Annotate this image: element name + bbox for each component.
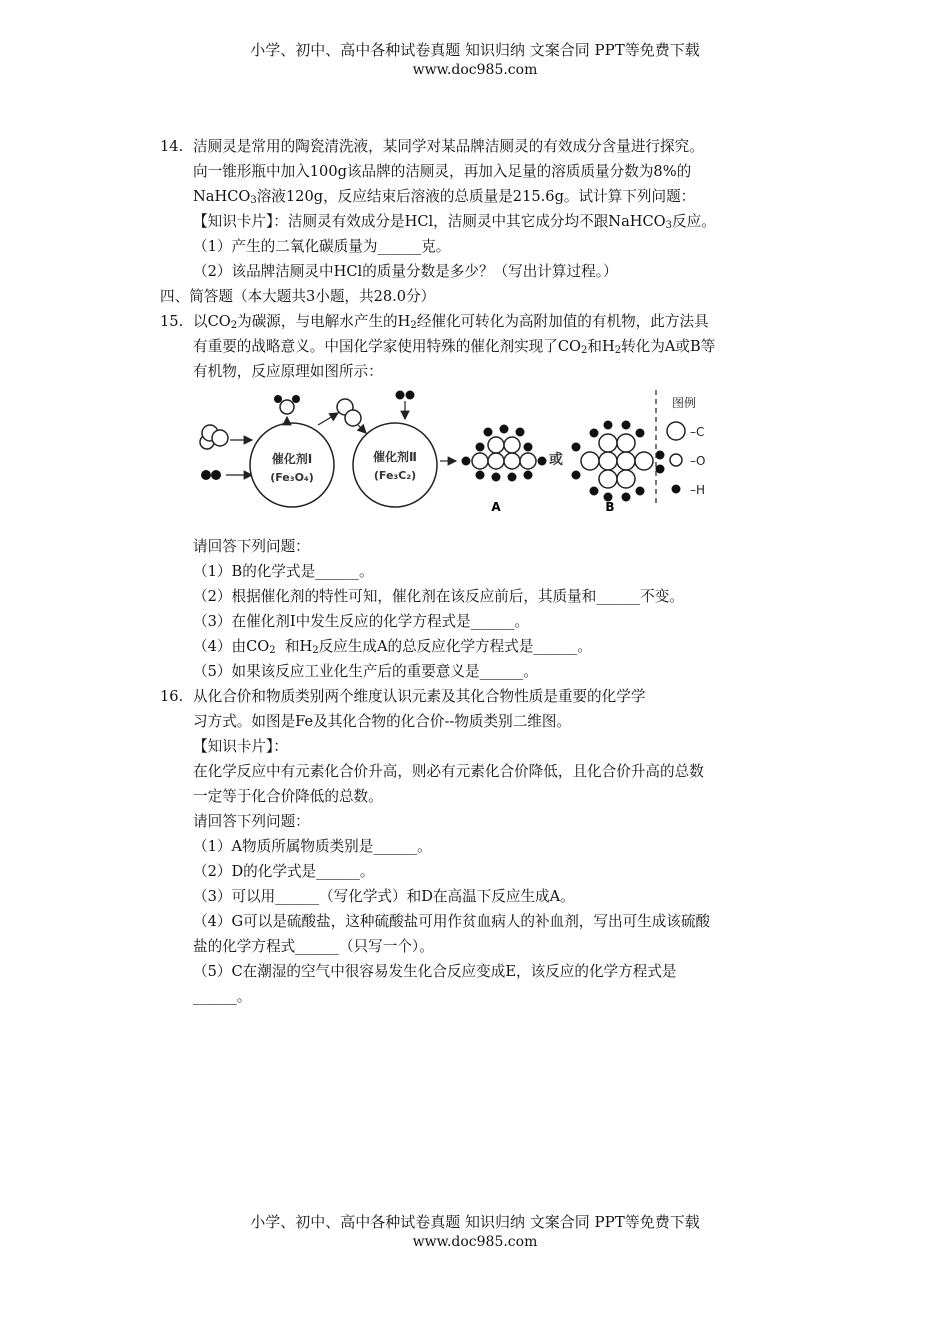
section-4-heading: 四、简答题（本大题共3小题，共28.0分）: [160, 288, 436, 305]
h2-molecule: [201, 470, 221, 480]
q16-number: 16.: [160, 688, 184, 705]
q16-sub-3: （3）可以用______（写化学式）和D在高温下反应生成A。: [193, 888, 575, 905]
q15-intro: 请回答下列问题：: [193, 538, 310, 555]
q16-sub-5-line-2: ______。: [193, 988, 252, 1005]
q14-line-2: 向一锥形瓶中加入100g该品牌的洁厕灵，再加入足量的溶质质量分数为8%的: [193, 163, 692, 180]
catalyst-1-name: 催化剂Ⅰ: [271, 452, 313, 466]
q16-sub-1: （1）A物质所属物质类别是______。: [193, 838, 432, 855]
q15-line-3: 有机物，反应原理如图所示：: [193, 363, 383, 380]
q16-sub-4-line-1: （4）G可以是硫酸盐，这种硫酸盐可用作贫血病人的补血剂，写出可生成该硫酸: [193, 913, 711, 930]
q14-number: 14.: [160, 138, 184, 155]
q16-sub-5-line-1: （5）C在潮湿的空气中很容易发生化合反应变成E，该反应的化学方程式是: [193, 963, 677, 980]
q15-sub-1: （1）B的化学式是______。: [193, 563, 374, 580]
q15-number: 15.: [160, 313, 184, 330]
q16-sub-2: （2）D的化学式是______。: [193, 863, 375, 880]
legend-carbon-label: –C: [690, 425, 705, 439]
water-molecule: [274, 395, 300, 414]
q14-sub-2: （2）该品牌洁厕灵中HCl的质量分数是多少？（写出计算过程。）: [193, 263, 618, 280]
page-header: [0, 40, 950, 80]
q16-line-2: 习方式。如图是Fe及其化合物的化合价--物质类别二维图。: [193, 713, 572, 730]
q16-card-line-2: 一定等于化合价降低的总数。: [193, 788, 383, 805]
legend-hydrogen-label: –H: [690, 483, 706, 497]
label-a: A: [491, 500, 501, 514]
header-url: www.doc985.com: [412, 62, 538, 78]
q14-line-1: 洁厕灵是常用的陶瓷清洗液，某同学对某品牌洁厕灵的有效成分含量进行探究。: [193, 138, 704, 155]
molecule-a: [462, 425, 547, 482]
label-b: B: [605, 500, 615, 514]
q16-knowledge-card: 【知识卡片】：: [193, 738, 288, 755]
header-line-1: 小学、初中、高中各种试卷真题 知识归纳 文案合同 PPT等免费下载: [250, 41, 700, 59]
q16-card-line-1: 在化学反应中有元素化合价升高，则必有元素化合价降低，且化合价升高的总数: [193, 763, 704, 780]
footer-url: www.doc985.com: [412, 1234, 538, 1250]
legend-hydrogen-symbol: [672, 485, 681, 494]
catalyst-2-formula: (Fe₃C₂): [373, 469, 417, 482]
q15-sub-2: （2）根据催化剂的特性可知，催化剂在该反应前后，其质量和______不变。: [193, 588, 684, 605]
catalyst-2-circle: [353, 423, 437, 507]
q16-line-1: 从化合价和物质类别两个维度认识元素及其化合物性质是重要的化学学: [193, 688, 646, 705]
q16-sub-4-line-2: 盐的化学方程式______（只写一个）。: [193, 938, 434, 955]
q15-line-1: 以$CO_2$为碳源，与电解水产生的$H_2$经催化可转化为高附加值的有机物，此方法具: [193, 313, 709, 331]
h2-molecule-2: [396, 391, 415, 400]
legend-title: 图例: [672, 396, 697, 410]
reaction-diagram: [190, 385, 750, 520]
catalyst-1-formula: (Fe₃O₄): [270, 471, 314, 484]
q15-line-2: 有重要的战略意义。中国化学家使用特殊的催化剂实现了$CO_2$和$H_2$转化为A或B等: [193, 338, 716, 356]
molecule-b: [572, 421, 665, 502]
catalyst-2-name: 催化剂Ⅱ: [373, 450, 417, 464]
footer-line-1: 小学、初中、高中各种试卷真题 知识归纳 文案合同 PPT等免费下载: [250, 1213, 700, 1231]
legend-oxygen-symbol: [670, 454, 682, 466]
q15-sub-4: （4）由$CO_2$ 和$H_2$反应生成A的总反应化学方程式是______。: [193, 638, 592, 656]
legend-carbon-symbol: [667, 422, 685, 440]
co-molecule: [337, 399, 361, 426]
q14-knowledge-card: 【知识卡片】：洁厕灵有效成分是HCl，洁厕灵中其它成分均不跟NaHCO$_3$反应。: [193, 213, 716, 231]
q16-intro: 请回答下列问题：: [193, 813, 310, 830]
co2-molecule: [200, 425, 228, 449]
page-footer: [0, 1212, 950, 1252]
q14-sub-1: （1）产生的二氧化碳质量为______克。: [193, 238, 451, 255]
q15-sub-3: （3）在催化剂Ⅰ中发生反应的化学方程式是______。: [193, 613, 530, 630]
or-label: 或: [549, 452, 563, 468]
q15-sub-5: （5）如果该反应工业化生产后的重要意义是______。: [193, 663, 538, 680]
legend-oxygen-label: –O: [690, 454, 706, 468]
q14-line-3: NaHCO$_3$溶液120g，反应结束后溶液的总质量是215.6g。试计算下列问题：: [193, 188, 696, 206]
